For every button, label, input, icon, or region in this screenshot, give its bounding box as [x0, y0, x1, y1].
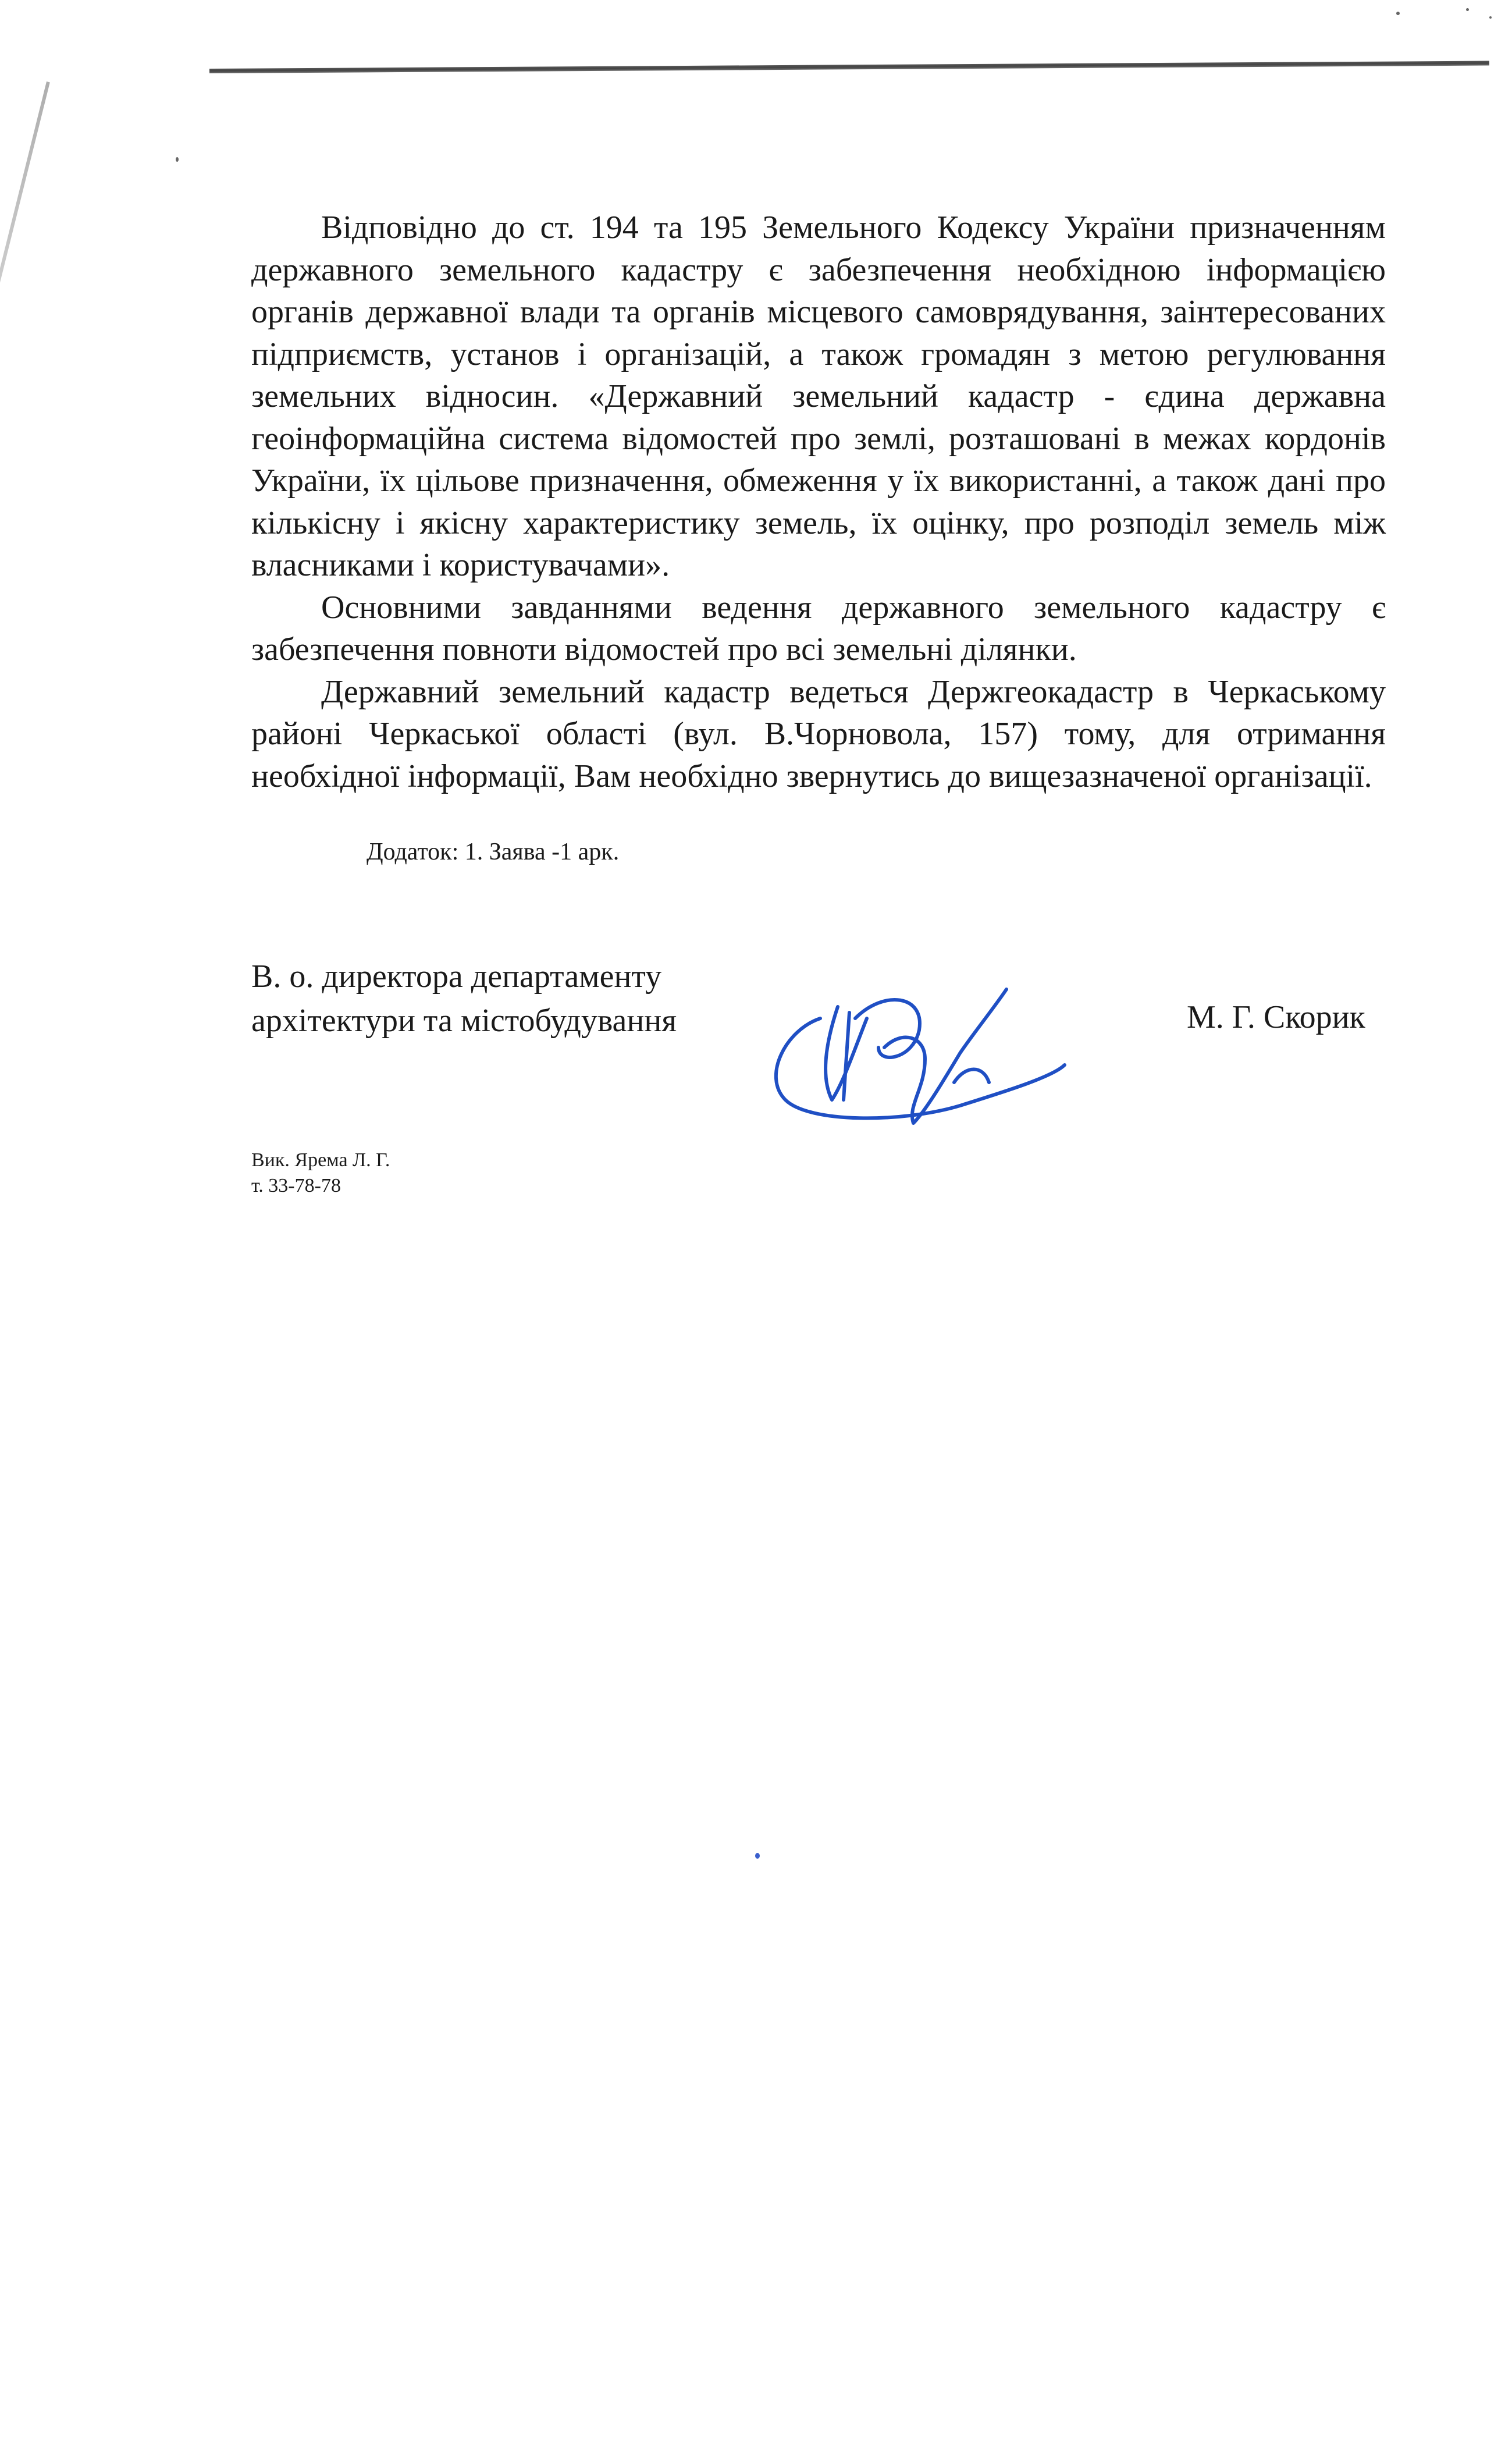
- executor-name: Вик. Ярема Л. Г.: [251, 1149, 390, 1171]
- signatory-name: М. Г. Скорик: [1187, 999, 1365, 1035]
- handwritten-signature: [750, 966, 1076, 1141]
- signatory-title-line2: архітектури та містобудування: [251, 1003, 677, 1039]
- scan-speck: [1489, 16, 1492, 19]
- scan-speck: [1396, 12, 1400, 15]
- paragraph-legal-basis: Відповідно до ст. 194 та 195 Земельного Кодексу України призначенням державного земельного кадастру є забезпечення необхідною інформацією органів державної влади та органів місцевого самоврядування, заінтересованих підприємств, установ і організацій, а також громадян з метою регулювання земельних відносин. «Державний земельний кадастр - єдина державна геоінформаційна система відомостей про землі, розташовані в межах кордонів України, їх цільове призначення, обмеження у їх використанні, а також дані про кількісну і якісну характеристику земель, їх оцінку, про розподіл земель між власниками і користувачами».: [251, 209, 1386, 583]
- executor-info: [251, 1148, 390, 1199]
- scan-border-line: [209, 61, 1489, 73]
- signatory-title-line1: В. о. директора департаменту: [251, 958, 662, 995]
- scan-speck: [176, 157, 179, 162]
- scan-edge-shadow: [0, 81, 50, 591]
- signature-loop-stroke: [776, 1018, 1065, 1118]
- paragraph-cadastre-office: Державний земельний кадастр ведеться Держгеокадастр в Черкаському районі Черкаської області (вул. В.Чорновола, 157) тому, для отримання необхідної інформації, Вам необхідно звернутись до вищезазначеної організації.: [251, 673, 1386, 794]
- letter-body: [251, 207, 1386, 797]
- ink-dot: [755, 1853, 760, 1859]
- scan-speck: [1466, 8, 1469, 11]
- signature-tail-stroke: [884, 989, 1006, 1123]
- attachment-note: Додаток: 1. Заява -1 арк.: [367, 839, 620, 865]
- signature-final-curl: [954, 1070, 989, 1083]
- signatory-title: [251, 954, 677, 1043]
- executor-phone: т. 33-78-78: [251, 1175, 341, 1196]
- paragraph-main-tasks: Основними завданнями ведення державного земельного кадастру є забезпечення повноти відомостей про всі земельні ділянки.: [251, 589, 1386, 667]
